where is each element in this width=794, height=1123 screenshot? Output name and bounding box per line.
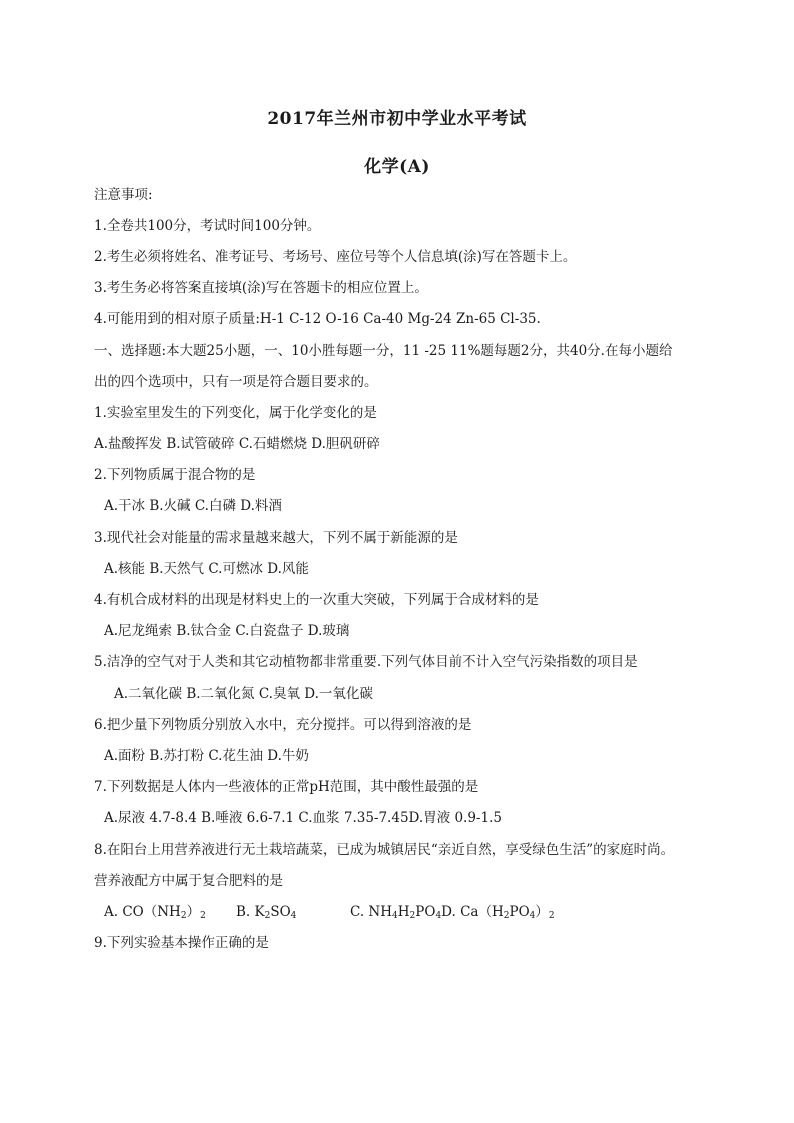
option-d-text: ） [535,904,549,920]
subscript: 2 [409,911,416,921]
question-options: A.核能 B.天然气 C.可燃冰 D.风能 [104,561,309,577]
option-d-text: D. Ca（H [441,904,504,920]
option-a-text: ） [186,904,201,920]
option-c [350,903,555,921]
option-d-text: PO [509,904,530,920]
question-stem: 5.洁净的空气对于人类和其它动植物都非常重要.下列气体目前不计入空气污染指数的项目是 [94,654,638,670]
question-stem: 9.下列实验基本操作正确的是 [94,935,269,951]
subscript: 4 [290,911,297,921]
section-intro: 一、选择题:本大题25小题，一、10小胜每题一分，11 -25 11%题每题2分，共40分.在每小题给 [94,343,673,359]
question-stem: 4.有机合成材料的出现是材料史上的一次重大突破，下列属于合成材料的是 [94,592,539,608]
notes-heading: 注意事项: [94,187,153,203]
exam-subtitle: 化学(A) [364,157,430,177]
question-stem: 1.实验室里发生的下列变化，属于化学变化的是 [94,405,377,421]
subscript: 4 [529,911,536,921]
subscript: 2 [503,911,510,921]
option-b [236,903,296,921]
question-options: A.二氧化碳 B.二氧化氮 C.臭氧 D.一氧化碳 [114,686,373,702]
subscript: 2 [548,911,555,921]
exam-title: 2017年兰州市初中学业水平考试 [267,109,527,129]
option-c-text: PO [415,904,436,920]
note-item: 3.考生务必将答案直接填(涂)写在答题卡的相应位置上。 [94,280,428,296]
note-item: 4.可能用到的相对原子质量:H-1 C-12 O-16 Ca-40 Mg-24 Zn-65 Cl-35. [94,311,541,327]
question-options: A.盐酸挥发 B.试管破碎 C.石蜡燃烧 D.胆矾研碎 [94,436,380,452]
note-item: 2.考生必须将姓名、准考证号、考场号、座位号等个人信息填(涂)写在答题卡上。 [94,249,577,265]
subscript: 2 [180,911,187,921]
question-options: A.面粉 B.苏打粉 C.花生油 D.牛奶 [104,748,309,764]
option-c-text: H [397,904,410,920]
subscript: 4 [435,911,442,921]
question-options: A.干冰 B.火碱 C.白磷 D.料酒 [104,498,282,514]
question-options: A.尿液 4.7-8.4 B.唾液 6.6-7.1 C.血浆 7.35-7.45D.胃液 0.9-1.5 [104,810,502,826]
option-b-text: SO [270,904,291,920]
question-stem: 7.下列数据是人体内一些液体的正常pH范围，其中酸性最强的是 [94,779,479,795]
question-stem: 2.下列物质属于混合物的是 [94,467,256,483]
question-stem: 3.现代社会对能量的需求量越来越大，下列不属于新能源的是 [94,530,458,546]
section-intro-cont: 出的四个选项中，只有一项是符合题目要求的。 [94,374,378,390]
subscript: 4 [392,911,398,921]
subscript: 2 [264,911,271,921]
question-stem-cont: 营养液配方中属于复合肥料的是 [94,873,283,889]
subscript: 2 [200,911,206,921]
question-options: A.尼龙绳索 B.钛合金 C.白瓷盘子 D.玻璃 [104,623,350,639]
option-a [104,903,206,921]
note-item: 1.全卷共100分，考试时间100分钟。 [94,218,321,234]
option-c-text: C. NH [350,904,393,920]
question-stem: 8.在阳台上用营养液进行无土栽培蔬菜，已成为城镇居民“亲近自然，享受绿色生活”的家庭时尚。 [94,842,675,858]
option-b-text: B. K [236,904,265,920]
option-a-text: A. CO（NH [104,904,181,920]
question-stem: 6.把少量下列物质分别放入水中，充分搅拌。可以得到溶液的是 [94,717,472,733]
